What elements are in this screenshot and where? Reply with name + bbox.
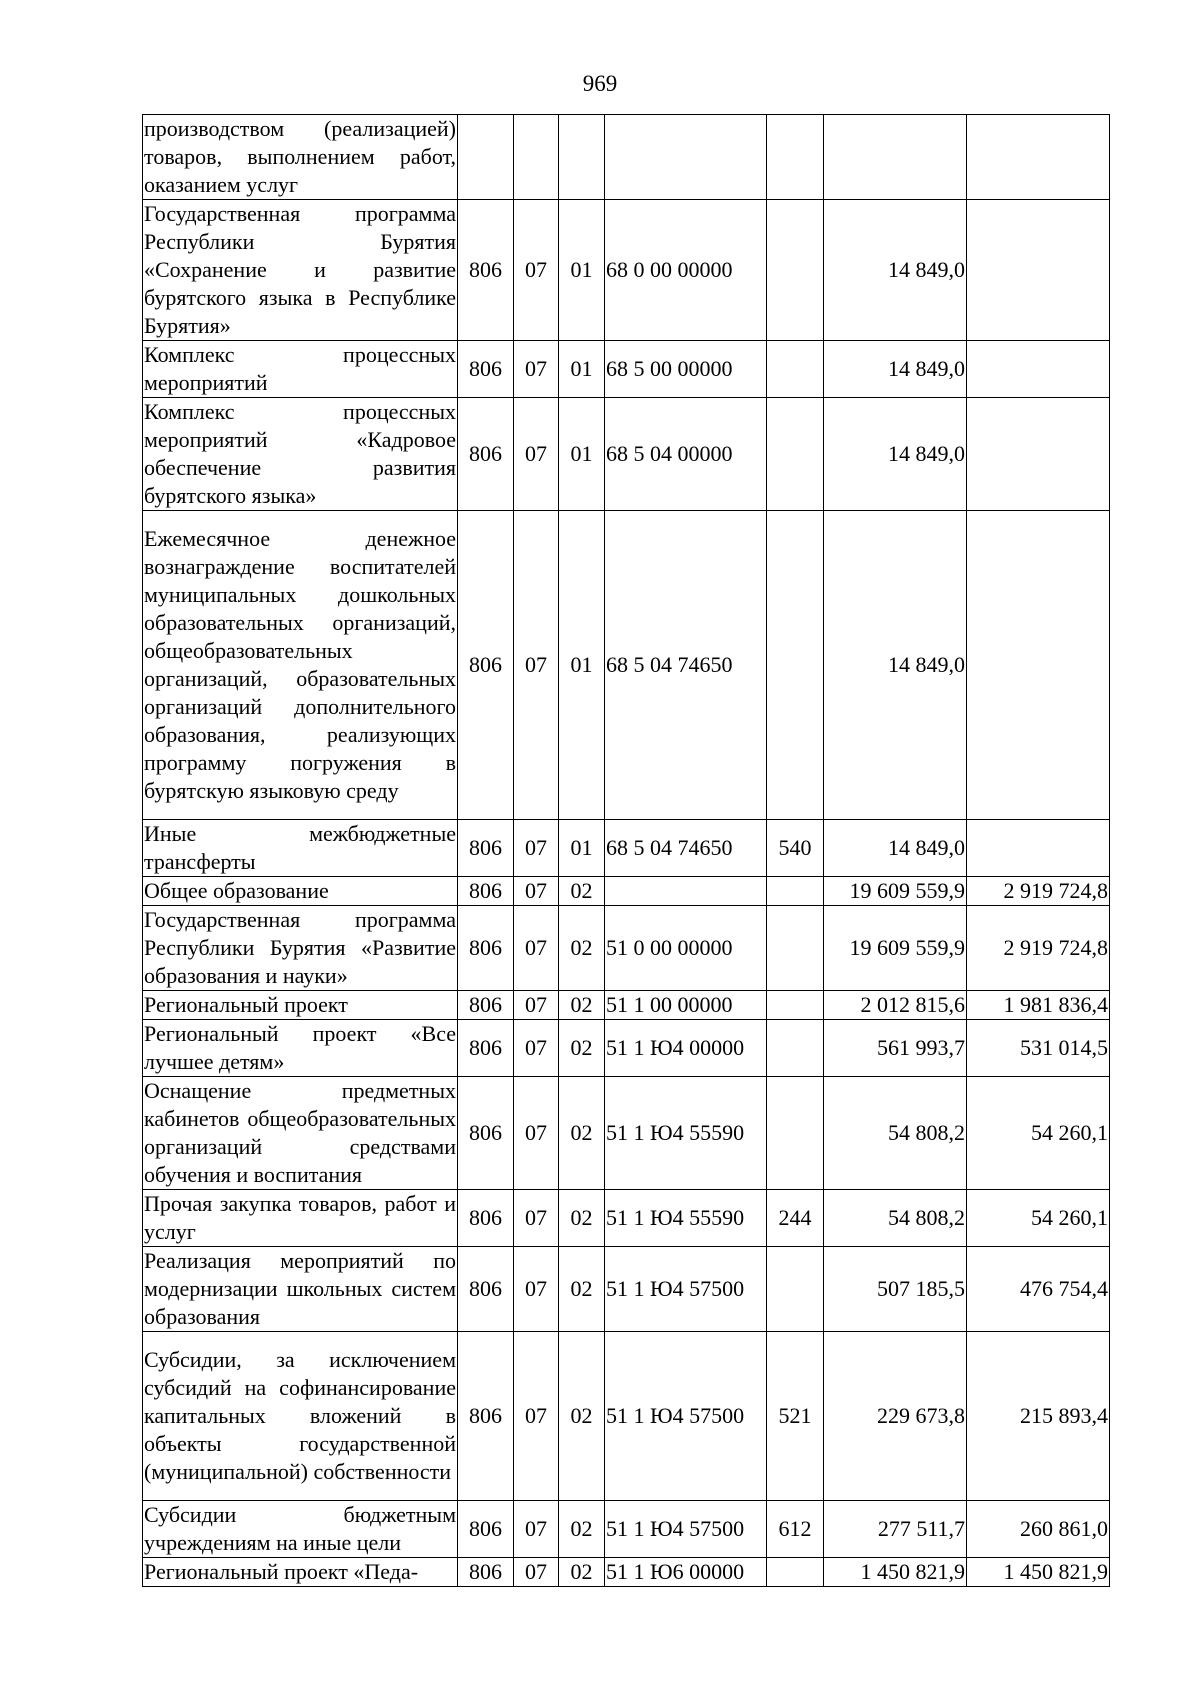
subsection-code-cell: 02 bbox=[559, 1077, 605, 1190]
row-name-cell: Государственная программа Республики Бурятия «Сохранение и развитие бурятского языка в Республике Бурятия» bbox=[143, 200, 458, 341]
row-name-cell: Комплекс процессных мероприятий bbox=[143, 341, 458, 398]
table-row bbox=[143, 511, 1110, 820]
amount-cell: 215 893,4 bbox=[967, 1332, 1110, 1501]
subsection-code-cell: 02 bbox=[559, 1558, 605, 1587]
ministry-code-cell: 806 bbox=[458, 1332, 514, 1501]
amount-cell bbox=[967, 820, 1110, 877]
ministry-code-cell: 806 bbox=[458, 820, 514, 877]
section-code-cell: 07 bbox=[514, 1501, 559, 1558]
row-name-cell: Субсидии бюджетным учреждениям на иные цели bbox=[143, 1501, 458, 1558]
amount-cell: 14 849,0 bbox=[824, 820, 967, 877]
amount-cell: 229 673,8 bbox=[824, 1332, 967, 1501]
amount-cell: 2 012 815,6 bbox=[824, 991, 967, 1020]
amount-cell bbox=[967, 200, 1110, 341]
section-code-cell: 07 bbox=[514, 820, 559, 877]
section-code-cell: 07 bbox=[514, 1020, 559, 1077]
amount-cell bbox=[967, 511, 1110, 820]
subsection-code-cell: 02 bbox=[559, 1332, 605, 1501]
ministry-code-cell: 806 bbox=[458, 1190, 514, 1247]
ministry-code-cell: 806 bbox=[458, 511, 514, 820]
page-number: 969 bbox=[582, 71, 618, 96]
expense-type-cell: 521 bbox=[767, 1332, 824, 1501]
table-row bbox=[143, 1020, 1110, 1077]
expense-type-cell bbox=[767, 1247, 824, 1332]
subsection-code-cell: 01 bbox=[559, 820, 605, 877]
expense-type-cell bbox=[767, 991, 824, 1020]
ministry-code-cell: 806 bbox=[458, 200, 514, 341]
ministry-code-cell: 806 bbox=[458, 1501, 514, 1558]
amount-cell: 19 609 559,9 bbox=[824, 877, 967, 906]
amount-cell: 54 808,2 bbox=[824, 1190, 967, 1247]
target-article-cell bbox=[605, 115, 767, 200]
subsection-code-cell: 02 bbox=[559, 1501, 605, 1558]
table-row bbox=[143, 877, 1110, 906]
amount-cell bbox=[967, 341, 1110, 398]
ministry-code-cell: 806 bbox=[458, 341, 514, 398]
table-row bbox=[143, 398, 1110, 511]
amount-cell: 54 260,1 bbox=[967, 1077, 1110, 1190]
amount-cell: 1 450 821,9 bbox=[824, 1558, 967, 1587]
expense-type-cell bbox=[767, 511, 824, 820]
subsection-code-cell: 02 bbox=[559, 906, 605, 991]
row-name-cell: Прочая закупка товаров, работ и услуг bbox=[143, 1190, 458, 1247]
subsection-code-cell: 02 bbox=[559, 877, 605, 906]
expense-type-cell: 540 bbox=[767, 820, 824, 877]
row-name-cell: Региональный проект «Все лучшее детям» bbox=[143, 1020, 458, 1077]
table-row bbox=[143, 906, 1110, 991]
amount-cell: 507 185,5 bbox=[824, 1247, 967, 1332]
expense-type-cell bbox=[767, 1558, 824, 1587]
table-row bbox=[143, 1332, 1110, 1501]
table-row bbox=[143, 341, 1110, 398]
subsection-code-cell: 01 bbox=[559, 398, 605, 511]
amount-cell bbox=[967, 115, 1110, 200]
target-article-cell bbox=[605, 877, 767, 906]
amount-cell: 14 849,0 bbox=[824, 341, 967, 398]
table-row bbox=[143, 1247, 1110, 1332]
section-code-cell: 07 bbox=[514, 906, 559, 991]
amount-cell bbox=[824, 115, 967, 200]
amount-cell: 19 609 559,9 bbox=[824, 906, 967, 991]
subsection-code-cell: 01 bbox=[559, 200, 605, 341]
target-article-cell: 51 1 00 00000 bbox=[605, 991, 767, 1020]
ministry-code-cell: 806 bbox=[458, 1020, 514, 1077]
ministry-code-cell: 806 bbox=[458, 877, 514, 906]
expense-type-cell bbox=[767, 341, 824, 398]
amount-cell: 476 754,4 bbox=[967, 1247, 1110, 1332]
subsection-code-cell: 02 bbox=[559, 1247, 605, 1332]
amount-cell: 54 260,1 bbox=[967, 1190, 1110, 1247]
amount-cell: 14 849,0 bbox=[824, 200, 967, 341]
ministry-code-cell: 806 bbox=[458, 1558, 514, 1587]
subsection-code-cell: 01 bbox=[559, 511, 605, 820]
budget-table bbox=[142, 114, 1110, 1587]
row-name-cell: Оснащение предметных кабинетов общеобразовательных организаций средствами обучения и воспитания bbox=[143, 1077, 458, 1190]
amount-cell: 1 450 821,9 bbox=[967, 1558, 1110, 1587]
row-name-cell: Ежемесячное денежное вознаграждение воспитателей муниципальных дошкольных образовательных организаций, общеобразовательных организаций, образовательных организаций дополнительного образования, реализующих программу погружения в бурятскую языковую среду bbox=[143, 511, 458, 820]
table-row bbox=[143, 820, 1110, 877]
amount-cell: 531 014,5 bbox=[967, 1020, 1110, 1077]
target-article-cell: 51 1 Ю4 57500 bbox=[605, 1501, 767, 1558]
target-article-cell: 51 1 Ю4 57500 bbox=[605, 1247, 767, 1332]
target-article-cell: 51 1 Ю4 55590 bbox=[605, 1190, 767, 1247]
section-code-cell bbox=[514, 115, 559, 200]
subsection-code-cell: 01 bbox=[559, 341, 605, 398]
expense-type-cell bbox=[767, 906, 824, 991]
subsection-code-cell: 02 bbox=[559, 1020, 605, 1077]
section-code-cell: 07 bbox=[514, 398, 559, 511]
section-code-cell: 07 bbox=[514, 1190, 559, 1247]
expense-type-cell bbox=[767, 398, 824, 511]
table-body bbox=[143, 115, 1110, 1587]
row-name-cell: Иные межбюджетные трансферты bbox=[143, 820, 458, 877]
ministry-code-cell: 806 bbox=[458, 1077, 514, 1190]
row-name-cell: Региональный проект bbox=[143, 991, 458, 1020]
section-code-cell: 07 bbox=[514, 1247, 559, 1332]
target-article-cell: 68 5 04 74650 bbox=[605, 820, 767, 877]
ministry-code-cell: 806 bbox=[458, 906, 514, 991]
amount-cell bbox=[967, 398, 1110, 511]
section-code-cell: 07 bbox=[514, 1332, 559, 1501]
expense-type-cell bbox=[767, 115, 824, 200]
table-row bbox=[143, 1501, 1110, 1558]
target-article-cell: 51 1 Ю4 55590 bbox=[605, 1077, 767, 1190]
subsection-code-cell: 02 bbox=[559, 991, 605, 1020]
amount-cell: 14 849,0 bbox=[824, 398, 967, 511]
ministry-code-cell: 806 bbox=[458, 991, 514, 1020]
row-name-cell: Общее образование bbox=[143, 877, 458, 906]
section-code-cell: 07 bbox=[514, 991, 559, 1020]
table-row bbox=[143, 991, 1110, 1020]
row-name-cell: Реализация мероприятий по модернизации школьных систем образования bbox=[143, 1247, 458, 1332]
table-row bbox=[143, 1558, 1110, 1587]
section-code-cell: 07 bbox=[514, 1558, 559, 1587]
table-row bbox=[143, 1077, 1110, 1190]
target-article-cell: 51 0 00 00000 bbox=[605, 906, 767, 991]
row-name-cell: Субсидии, за исключением субсидий на софинансирование капитальных вложений в объекты государственной (муниципальной) собственности bbox=[143, 1332, 458, 1501]
table-row bbox=[143, 1190, 1110, 1247]
target-article-cell: 51 1 Ю4 57500 bbox=[605, 1332, 767, 1501]
amount-cell: 1 981 836,4 bbox=[967, 991, 1110, 1020]
section-code-cell: 07 bbox=[514, 1077, 559, 1190]
target-article-cell: 51 1 Ю6 00000 bbox=[605, 1558, 767, 1587]
row-name-cell: Региональный проект «Педа- bbox=[143, 1558, 458, 1587]
amount-cell: 2 919 724,8 bbox=[967, 877, 1110, 906]
section-code-cell: 07 bbox=[514, 200, 559, 341]
subsection-code-cell bbox=[559, 115, 605, 200]
amount-cell: 277 511,7 bbox=[824, 1501, 967, 1558]
amount-cell: 54 808,2 bbox=[824, 1077, 967, 1190]
ministry-code-cell: 806 bbox=[458, 1247, 514, 1332]
ministry-code-cell bbox=[458, 115, 514, 200]
amount-cell: 260 861,0 bbox=[967, 1501, 1110, 1558]
expense-type-cell bbox=[767, 1077, 824, 1190]
row-name-cell: Государственная программа Республики Бурятия «Развитие образования и науки» bbox=[143, 906, 458, 991]
amount-cell: 2 919 724,8 bbox=[967, 906, 1110, 991]
expense-type-cell bbox=[767, 1020, 824, 1077]
expense-type-cell: 612 bbox=[767, 1501, 824, 1558]
target-article-cell: 68 5 04 74650 bbox=[605, 511, 767, 820]
section-code-cell: 07 bbox=[514, 511, 559, 820]
subsection-code-cell: 02 bbox=[559, 1190, 605, 1247]
expense-type-cell bbox=[767, 877, 824, 906]
table-row bbox=[143, 200, 1110, 341]
target-article-cell: 68 5 04 00000 bbox=[605, 398, 767, 511]
section-code-cell: 07 bbox=[514, 877, 559, 906]
section-code-cell: 07 bbox=[514, 341, 559, 398]
amount-cell: 561 993,7 bbox=[824, 1020, 967, 1077]
row-name-cell: Комплекс процессных мероприятий «Кадровое обеспечение развития бурятского языка» bbox=[143, 398, 458, 511]
target-article-cell: 68 5 00 00000 bbox=[605, 341, 767, 398]
table-row bbox=[143, 115, 1110, 200]
ministry-code-cell: 806 bbox=[458, 398, 514, 511]
expense-type-cell bbox=[767, 200, 824, 341]
expense-type-cell: 244 bbox=[767, 1190, 824, 1247]
target-article-cell: 68 0 00 00000 bbox=[605, 200, 767, 341]
target-article-cell: 51 1 Ю4 00000 bbox=[605, 1020, 767, 1077]
row-name-cell: производством (реализацией) товаров, выполнением работ, оказанием услуг bbox=[143, 115, 458, 200]
amount-cell: 14 849,0 bbox=[824, 511, 967, 820]
